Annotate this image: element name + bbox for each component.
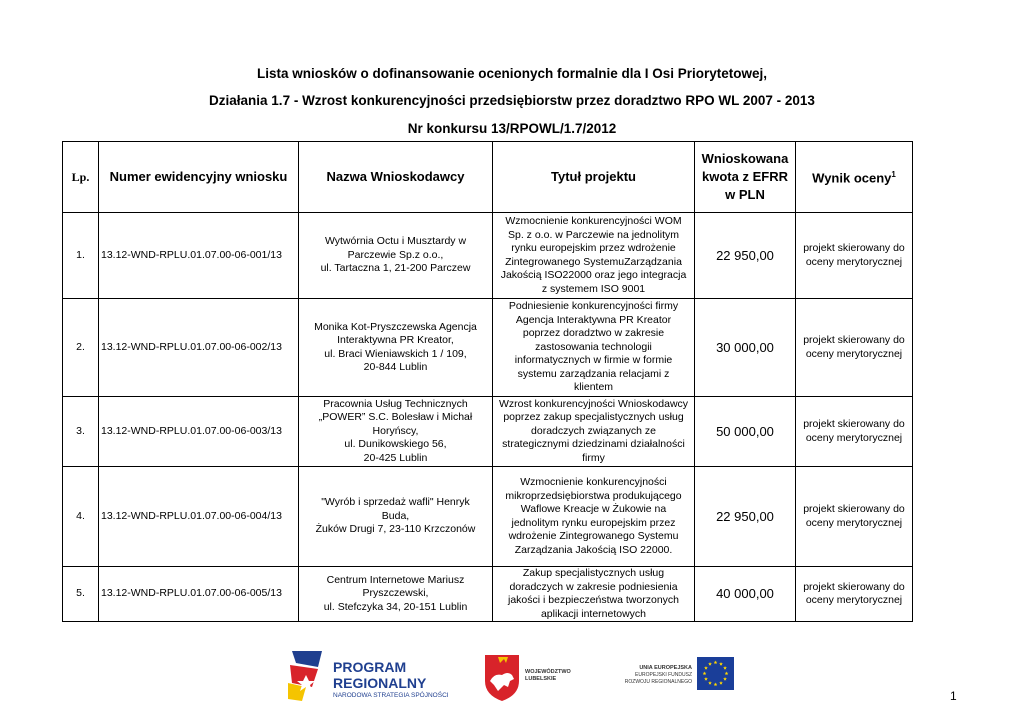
cell-tytul-line: Wzrost konkurencyjności Wnioskodawcy (498, 397, 689, 410)
cell-nazwa (299, 397, 493, 467)
cell-tytul-line: firmy (582, 451, 605, 464)
cell-nazwa-line: Pracownia Usług Technicznych (323, 397, 468, 410)
woj-line1: WOJEWÓDZTWO (525, 669, 571, 675)
cell-tytul (493, 299, 695, 397)
cell-tytul-line: Zintegrowanego SystemuZarządzania (505, 255, 682, 268)
cell-tytul-line: systemu zarządzania relacjami z (517, 367, 670, 380)
cell-tytul (493, 397, 695, 467)
cell-wynik-line: oceny merytorycznej (805, 347, 903, 360)
cell-tytul-line: Wzmocnienie konkurencyjności (520, 476, 667, 488)
cell-nazwa (299, 467, 493, 567)
cell-tytul-line: z systemem ISO 9001 (541, 282, 646, 295)
header-numer: Numer ewidencyjny wniosku (99, 142, 299, 213)
pr-line2: REGIONALNY (333, 675, 427, 691)
cell-numer: 13.12-WND-RPLU.01.07.00-06-002/13 (99, 299, 299, 397)
cell-lp: 2. (63, 299, 99, 397)
cell-tytul-line: poprzez zakup specjalistycznych usług (503, 411, 684, 424)
header-wynik (796, 142, 913, 213)
document-title-line2: Działania 1.7 - Wzrost konkurencyjności przedsiębiorstw przez doradztwo RPO WL 2007 - 2013 (209, 93, 815, 108)
cell-wynik-line: projekt skierowany do (803, 580, 905, 593)
header-nazwa: Nazwa Wnioskodawcy (299, 142, 493, 213)
table-row (63, 213, 913, 299)
cell-nazwa-line: Monika Kot-Pryszczewska Agencja (314, 320, 477, 333)
cell-lp: 4. (63, 467, 99, 567)
cell-tytul-line: Zarządzania Jakością ISO 22000. (514, 543, 673, 556)
cell-tytul-line: Sp. z o.o. w Parczewie na jednolitym (508, 228, 679, 241)
cell-tytul-line: zastosowania technologii (535, 340, 652, 353)
cell-nazwa (299, 213, 493, 299)
header-tytul: Tytuł projektu (493, 142, 695, 213)
cell-kwota: 50 000,00 (695, 397, 796, 467)
header-kwota-line2: kwota z EFRR (702, 169, 788, 184)
cell-nazwa-line: Parczewie Sp.z o.o., (347, 248, 444, 261)
cell-tytul-line: Podniesienie konkurencyjności firmy (508, 300, 679, 313)
table-row (63, 299, 913, 397)
pr-line3: NARODOWA STRATEGIA SPÓJNOŚCI (333, 692, 449, 699)
woj-line2: LUBELSKIE (525, 676, 557, 682)
cell-numer: 13.12-WND-RPLU.01.07.00-06-003/13 (99, 397, 299, 467)
cell-tytul-line: wdrożenie Zintegrowanego Systemu (508, 530, 679, 542)
cell-wynik-line: oceny merytorycznej (805, 431, 903, 444)
header-kwota (695, 142, 796, 213)
cell-wynik-line: projekt skierowany do (803, 418, 905, 430)
cell-nazwa-line: Interaktywna PR Kreator, (337, 334, 454, 346)
header-wynik-text: Wynik oceny (812, 170, 892, 186)
cell-tytul-line: rynku europejskim przez wdrożenie (511, 242, 676, 254)
table-row (63, 567, 913, 622)
cell-nazwa-line: ul. Stefczyka 34, 20-151 Lublin (323, 600, 468, 613)
ue-line3: ROZWOJU REGIONALNEGO (624, 679, 692, 685)
cell-kwota: 40 000,00 (695, 567, 796, 622)
cell-nazwa-line: Buda, (381, 509, 410, 522)
cell-tytul-line: Agencja Interaktywna PR Kreator (515, 313, 672, 326)
cell-numer: 13.12-WND-RPLU.01.07.00-06-005/13 (99, 567, 299, 622)
cell-wynik-line: oceny merytorycznej (805, 516, 903, 529)
cell-nazwa (299, 567, 493, 622)
cell-tytul-line: aplikacji internetowych (540, 607, 647, 620)
eu-logo (625, 657, 734, 690)
cell-wynik (796, 213, 913, 299)
cell-kwota: 30 000,00 (695, 299, 796, 397)
cell-tytul-line: Jakością ISO22000 oraz jego integracja (500, 269, 687, 281)
cell-nazwa-line: "Wyrób i sprzedaż wafli" Henryk (321, 496, 470, 509)
cell-tytul-line: strategicznymi dziedzinami działalności (502, 438, 685, 451)
cell-tytul (493, 467, 695, 567)
contest-number: Nr konkursu 13/RPOWL/1.7/2012 (407, 121, 617, 136)
cell-tytul (493, 213, 695, 299)
cell-tytul (493, 567, 695, 622)
logos-strip (0, 645, 1024, 705)
cell-tytul-line: jednolitym rynku europejskim przez (511, 516, 676, 529)
lubelskie-logo (485, 655, 572, 701)
pr-line1: PROGRAM (333, 659, 407, 675)
cell-tytul-line: poprzez doradztwo w zakresie (522, 327, 665, 340)
cell-nazwa-line: ul. Tartaczna 1, 21-200 Parczew (320, 262, 471, 275)
cell-nazwa-line: ul. Braci Wieniawskich 1 / 109, (324, 347, 467, 360)
cell-nazwa (299, 299, 493, 397)
program-regionalny-emblem (288, 651, 322, 701)
cell-nazwa-line: ul. Dunikowskiego 56, (344, 438, 447, 451)
cell-lp: 1. (63, 213, 99, 299)
ue-line2: EUROPEJSKI FUNDUSZ (635, 672, 692, 678)
cell-lp: 3. (63, 397, 99, 467)
cell-tytul-line: doradczych w zakresie podniesienia (509, 580, 678, 593)
ue-line1: UNIA EUROPEJSKA (639, 665, 692, 671)
header-kwota-line3: w PLN (725, 187, 765, 202)
header-lp: Lp. (63, 142, 99, 213)
cell-wynik-line: projekt skierowany do (803, 242, 905, 254)
cell-tytul-line: informatycznych w firmie w formie (514, 354, 673, 367)
cell-kwota: 22 950,00 (695, 213, 796, 299)
cell-tytul-line: doradczych związanych ze (531, 424, 656, 437)
cell-nazwa-line: „POWER” S.C. Bolesław i Michał (318, 411, 473, 424)
cell-lp: 5. (63, 567, 99, 622)
cell-tytul-line: klientem (573, 381, 614, 394)
cell-nazwa-line: 20-844 Lublin (363, 361, 428, 373)
cell-wynik (796, 299, 913, 397)
cell-nazwa-line: Horyńscy, (372, 424, 419, 437)
cell-wynik (796, 467, 913, 567)
cell-tytul-line: Wzmocnienie konkurencyjności WOM (505, 215, 682, 227)
table-row (63, 467, 913, 567)
cell-wynik (796, 567, 913, 622)
cell-tytul-line: jakości i bezpieczeństwa tworzonych (508, 594, 679, 606)
cell-tytul-line: Waflowe Kreacje w Żukowie na (520, 503, 667, 515)
applications-table (62, 141, 913, 622)
cell-wynik-line: oceny merytorycznej (805, 255, 903, 268)
cell-tytul-line: mikroprzedsiębiorstwa produkującego (505, 489, 682, 502)
page-number: 1 (950, 689, 957, 703)
cell-kwota: 22 950,00 (695, 467, 796, 567)
cell-nazwa-line: Pryszczewski, (362, 587, 429, 600)
cell-numer: 13.12-WND-RPLU.01.07.00-06-001/13 (99, 213, 299, 299)
cell-wynik (796, 397, 913, 467)
cell-nazwa-line: Centrum Internetowe Mariusz (326, 573, 465, 586)
cell-nazwa-line: 20-425 Lublin (363, 451, 428, 464)
program-regionalny-logo (288, 651, 449, 701)
header-kwota-line1: Wnioskowana (701, 151, 789, 166)
cell-tytul-line: Zakup specjalistycznych usług (522, 567, 665, 579)
document-title-line1: Lista wniosków o dofinansowanie ocenionych formalnie dla I Osi Priorytetowej, (256, 66, 768, 81)
cell-wynik-line: projekt skierowany do (803, 503, 905, 515)
cell-nazwa-line: Żuków Drugi 7, 23-110 Krzczonów (315, 523, 476, 536)
cell-wynik-line: oceny merytorycznej (805, 594, 903, 606)
table-row (63, 397, 913, 467)
table-header-row (63, 142, 913, 213)
footnote-marker: 1 (891, 170, 896, 180)
cell-wynik-line: projekt skierowany do (803, 334, 905, 346)
cell-nazwa-line: Wytwórnia Octu i Musztardy w (324, 235, 467, 248)
cell-numer: 13.12-WND-RPLU.01.07.00-06-004/13 (99, 467, 299, 567)
